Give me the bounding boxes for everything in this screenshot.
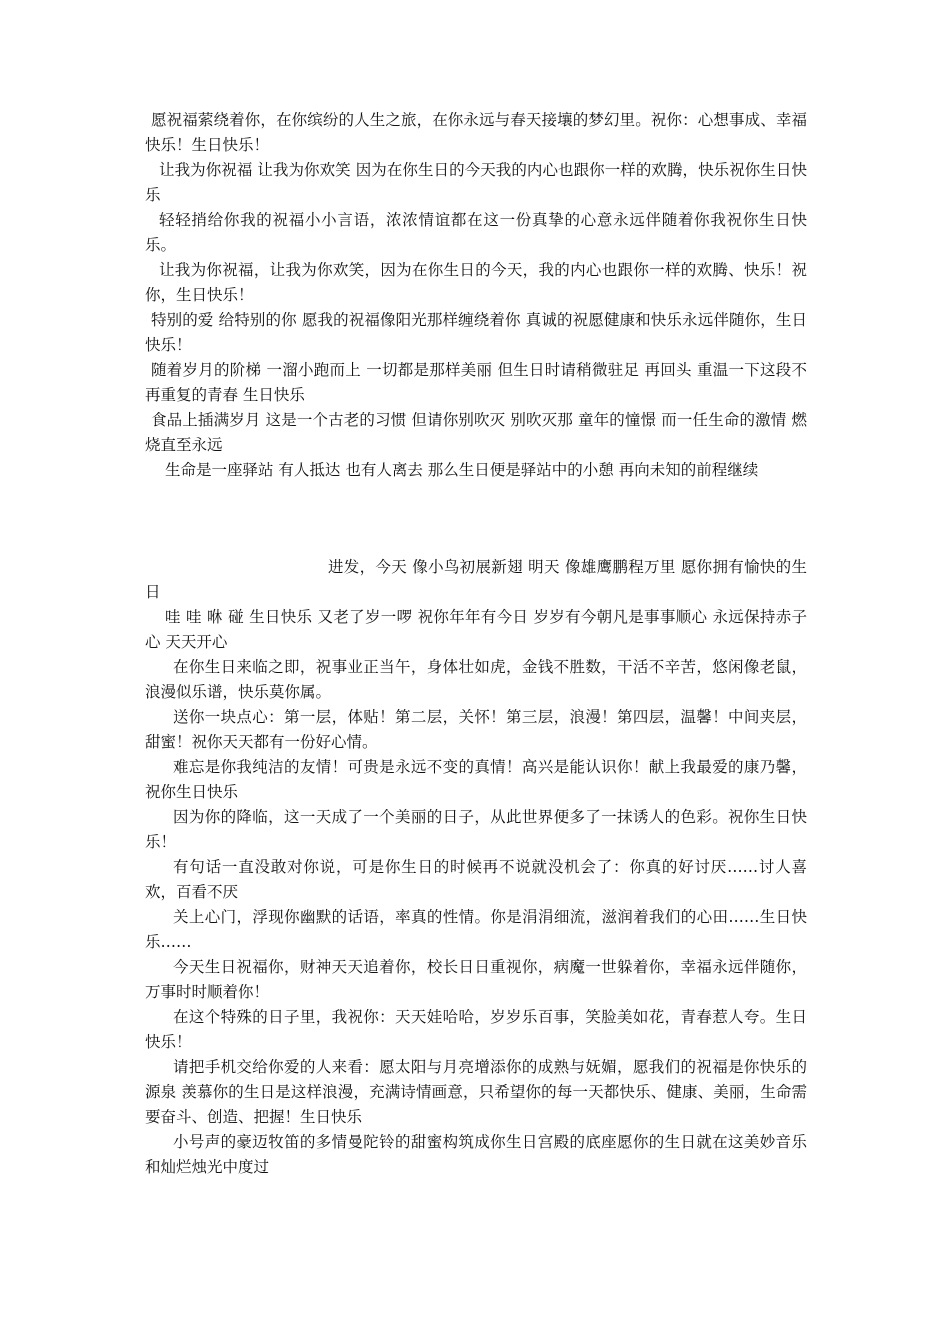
paragraph: 在你生日来临之即，祝事业正当午，身体壮如虎，金钱不胜数，干活不辛苦，悠闲像老鼠，浪漫似乐谱，快乐莫你属。 bbox=[145, 658, 807, 701]
paragraph: 让我为你祝福，让我为你欢笑，因为在你生日的今天，我的内心也跟你一样的欢腾、快乐！祝你，生日快乐！ bbox=[145, 261, 807, 304]
paragraph: 食品上插满岁月 这是一个古老的习惯 但请你别吹灭 别吹灭那 童年的憧憬 而一任生命的激情 燃烧直至永远 bbox=[145, 411, 807, 454]
paragraph: 请把手机交给你爱的人来看：愿太阳与月亮增添你的成熟与妩媚，愿我们的祝福是你快乐的源泉 羡慕你的生日是这样浪漫，充满诗情画意，只希望你的每一天都快乐、健康、美丽，生命需要奋斗、创造、把握！生日快乐 bbox=[145, 1058, 807, 1126]
paragraph: 随着岁月的阶梯 一溜小跑而上 一切都是那样美丽 但生日时请稍微驻足 再回头 重温一下这段不再重复的青春 生日快乐 bbox=[145, 361, 807, 404]
paragraph: 轻轻捎给你我的祝福小小言语，浓浓情谊都在这一份真挚的心意永远伴随着你我祝你生日快乐。 bbox=[145, 211, 807, 254]
paragraph: 因为你的降临，这一天成了一个美丽的日子，从此世界便多了一抹诱人的色彩。祝你生日快乐！ bbox=[145, 808, 807, 851]
paragraph: 在这个特殊的日子里，我祝你：天天娃哈哈，岁岁乐百事，笑脸美如花，青春惹人夸。生日快乐！ bbox=[145, 1008, 807, 1051]
paragraph: 哇 哇 咻 碰 生日快乐 又老了岁一啰 祝你年年有今日 岁岁有今朝凡是事事顺心 永远保持赤子心 天天开心 bbox=[145, 608, 807, 651]
paragraph: 特别的爱 给特别的你 愿我的祝福像阳光那样缠绕着你 真诚的祝愿健康和快乐永远伴随你，生日快乐！ bbox=[145, 311, 807, 354]
paragraph: 小号声的豪迈牧笛的多情曼陀铃的甜蜜构筑成你生日宫殿的底座愿你的生日就在这美妙音乐和灿烂烛光中度过 bbox=[145, 1133, 807, 1176]
section-gap bbox=[145, 483, 807, 555]
document-page bbox=[145, 108, 807, 1180]
paragraph: 愿祝福萦绕着你，在你缤纷的人生之旅，在你永远与春天接壤的梦幻里。祝你：心想事成、幸福快乐！生日快乐！ bbox=[145, 111, 807, 154]
paragraph: 进发，今天 像小鸟初展新翅 明天 像雄鹰鹏程万里 愿你拥有愉快的生日 bbox=[145, 558, 807, 601]
paragraph: 难忘是你我纯洁的友情！可贵是永远不变的真情！高兴是能认识你！献上我最爱的康乃馨，祝你生日快乐 bbox=[145, 758, 807, 801]
paragraph: 送你一块点心：第一层，体贴！第二层，关怀！第三层，浪漫！第四层，温馨！中间夹层，甜蜜！祝你天天都有一份好心情。 bbox=[145, 708, 807, 751]
paragraph: 让我为你祝福 让我为你欢笑 因为在你生日的今天我的内心也跟你一样的欢腾，快乐祝你生日快乐 bbox=[145, 161, 807, 204]
paragraph: 关上心门，浮现你幽默的话语，率真的性情。你是涓涓细流，滋润着我们的心田……生日快乐…… bbox=[145, 908, 807, 951]
paragraph: 生命是一座驿站 有人抵达 也有人离去 那么生日便是驿站中的小憩 再向未知的前程继续 bbox=[165, 461, 759, 479]
paragraph: 有句话一直没敢对你说，可是你生日的时候再不说就没机会了：你真的好讨厌……讨人喜欢，百看不厌 bbox=[145, 858, 807, 901]
paragraph: 今天生日祝福你，财神天天追着你，校长日日重视你，病魔一世躲着你，幸福永远伴随你，万事时时顺着你！ bbox=[145, 958, 807, 1001]
